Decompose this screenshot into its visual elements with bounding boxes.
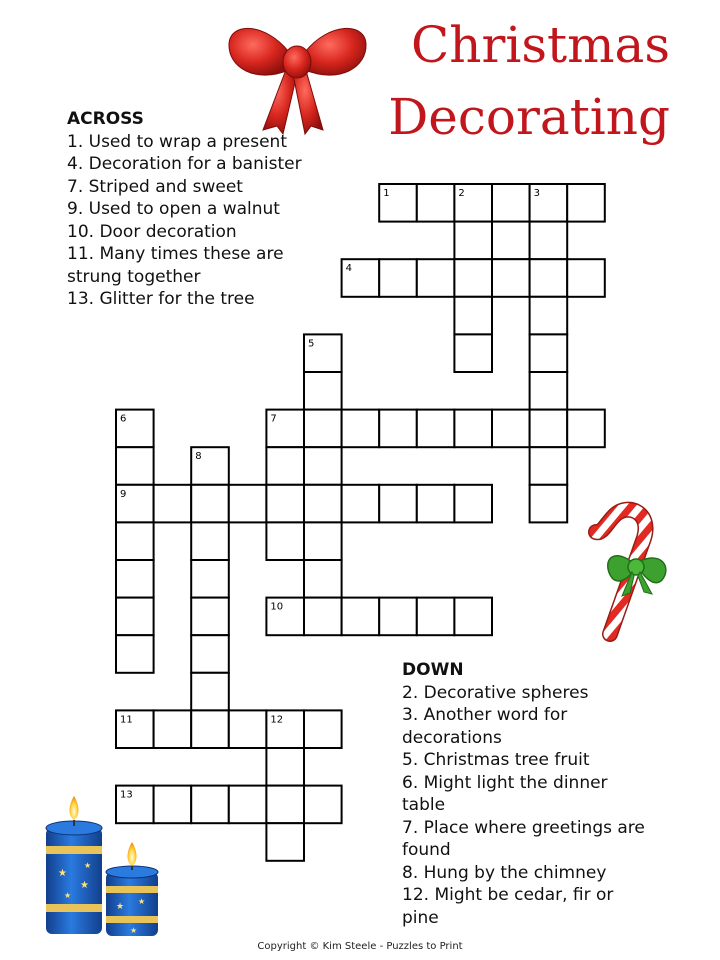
crossword-cell[interactable] (191, 598, 229, 636)
crossword-cell[interactable] (304, 598, 342, 636)
crossword-cell[interactable] (154, 485, 192, 523)
crossword-cell[interactable] (454, 410, 492, 448)
crossword-cell[interactable] (492, 259, 530, 297)
crossword-cell[interactable] (304, 410, 342, 448)
crossword-cell[interactable] (530, 372, 568, 410)
copyright-text: Copyright © Kim Steele - Puzzles to Print (257, 941, 463, 952)
crossword-cell[interactable] (454, 334, 492, 372)
crossword-cell[interactable] (304, 485, 342, 523)
crossword-cell[interactable] (454, 297, 492, 335)
svg-text:★: ★ (116, 902, 125, 912)
cell-number: 9 (120, 488, 127, 500)
crossword-cell[interactable] (304, 560, 342, 598)
crossword-cell[interactable] (266, 823, 304, 861)
cell-number: 12 (270, 714, 284, 726)
crossword-cell[interactable] (229, 710, 267, 748)
crossword-cell[interactable] (379, 410, 417, 448)
crossword-cell[interactable] (567, 410, 605, 448)
crossword-cell[interactable] (342, 485, 380, 523)
crossword-cell[interactable] (567, 184, 605, 222)
down-clue: 7. Place where greetings are found (402, 817, 645, 860)
cell-number: 7 (270, 413, 277, 425)
crossword-cell[interactable] (191, 786, 229, 824)
svg-text:★: ★ (58, 868, 67, 879)
candles-icon (40, 789, 165, 942)
crossword-cell[interactable] (116, 560, 154, 598)
cell-number: 6 (120, 413, 127, 425)
cell-number: 3 (533, 188, 540, 199)
down-clue: 5. Christmas tree fruit (402, 750, 590, 770)
crossword-cell[interactable] (266, 748, 304, 786)
crossword-cell[interactable] (191, 485, 229, 523)
cell-number: 4 (345, 263, 352, 275)
svg-text:★: ★ (130, 926, 138, 935)
down-clue: 8. Hung by the chimney (402, 862, 607, 883)
crossword-cell[interactable] (417, 485, 455, 523)
across-heading: ACROSS (67, 109, 144, 129)
crossword-cell[interactable] (492, 410, 530, 448)
crossword-cell[interactable] (154, 710, 192, 748)
across-clue: 11. Many times these are strung together (67, 244, 284, 287)
across-clue: 4. Decoration for a banister (67, 154, 302, 174)
down-clue: 3. Another word for decorations (402, 705, 568, 748)
across-clue: 10. Door decoration (67, 221, 237, 242)
cell-number: 10 (270, 601, 284, 613)
crossword-cell[interactable] (191, 635, 229, 673)
crossword-cell[interactable] (342, 410, 380, 448)
down-heading: DOWN (402, 660, 464, 680)
crossword-cell[interactable] (116, 522, 154, 560)
crossword-cell[interactable] (530, 297, 568, 335)
crossword-cell[interactable] (304, 786, 342, 824)
crossword-cell[interactable] (191, 560, 229, 598)
crossword-cell[interactable] (304, 522, 342, 560)
crossword-cell[interactable] (492, 184, 530, 222)
crossword-cell[interactable] (417, 598, 455, 636)
crossword-cell[interactable] (530, 485, 568, 523)
crossword-cell[interactable] (266, 485, 304, 523)
across-clue: 9. Used to open a walnut (67, 199, 280, 219)
crossword-cell[interactable] (454, 598, 492, 636)
cell-number: 13 (120, 789, 133, 801)
title-line-1: Christmas (411, 16, 670, 74)
crossword-cell[interactable] (454, 485, 492, 523)
crossword-cell[interactable] (530, 447, 568, 485)
crossword-cell[interactable] (417, 410, 455, 448)
down-clue: 2. Decorative spheres (402, 682, 589, 703)
crossword-cell[interactable] (342, 598, 380, 636)
across-clue: 7. Striped and sweet (67, 176, 243, 197)
cell-number: 2 (458, 188, 465, 199)
crossword-cell[interactable] (266, 522, 304, 560)
crossword-cell[interactable] (191, 673, 229, 711)
svg-text:★: ★ (138, 897, 146, 906)
svg-text:★: ★ (80, 880, 89, 891)
candy-cane-icon (582, 494, 677, 646)
down-clue: 6. Might light the dinner table (402, 772, 608, 815)
crossword-cell[interactable] (379, 485, 417, 523)
across-clue: 13. Glitter for the tree (67, 289, 255, 309)
crossword-cell[interactable] (567, 259, 605, 297)
cell-number: 8 (195, 451, 202, 463)
svg-text:★: ★ (84, 861, 92, 870)
crossword-cell[interactable] (454, 259, 492, 297)
crossword-cell[interactable] (417, 184, 455, 222)
crossword-cell[interactable] (191, 522, 229, 560)
crossword-cell[interactable] (379, 598, 417, 636)
svg-text:★: ★ (64, 891, 72, 900)
crossword-cell[interactable] (492, 222, 530, 260)
down-clue: 12. Might be cedar, fir or pine (402, 885, 614, 928)
crossword-cell[interactable] (266, 447, 304, 485)
crossword-cell[interactable] (229, 786, 267, 824)
crossword-cell[interactable] (530, 222, 568, 260)
crossword-cell[interactable] (116, 635, 154, 673)
crossword-cell[interactable] (454, 222, 492, 260)
across-clue: 1. Used to wrap a present (67, 131, 287, 152)
crossword-cell[interactable] (266, 786, 304, 824)
down-clues (402, 659, 647, 929)
crossword-cell[interactable] (304, 372, 342, 410)
crossword-cell[interactable] (417, 259, 455, 297)
crossword-cell[interactable] (116, 447, 154, 485)
crossword-cell[interactable] (379, 259, 417, 297)
cell-number: 5 (308, 338, 315, 350)
crossword-cell[interactable] (530, 334, 568, 372)
crossword-cell[interactable] (530, 410, 568, 448)
crossword-cell[interactable] (530, 259, 568, 297)
crossword-cell[interactable] (191, 710, 229, 748)
crossword-cell[interactable] (229, 485, 267, 523)
crossword-cell[interactable] (304, 447, 342, 485)
crossword-cell[interactable] (304, 710, 342, 748)
title-line-2: Decorating (388, 88, 670, 146)
cell-number: 11 (120, 714, 133, 726)
crossword-cell[interactable] (116, 598, 154, 636)
cell-number: 1 (383, 188, 390, 199)
